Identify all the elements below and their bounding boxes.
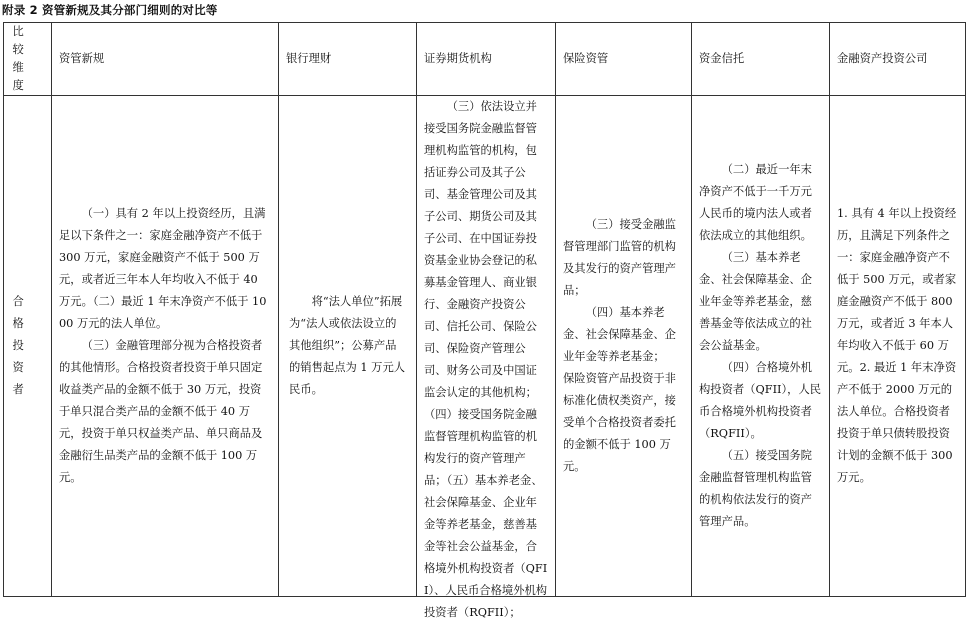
cell-paragraph: （二）最近一年末净资产不低于一千万元人民币的境内法人或者依法成立的其他组织。 (699, 163, 812, 242)
cell-paragraph: （四）基本养老金、社会保障基金、企业年金等养老基金； (563, 306, 676, 363)
cell-paragraph: （四）合格境外机构投资者（QFII），人民币合格境外机构投资者（RQFII）。 (699, 361, 822, 440)
header-bank-wealth-mgmt: 银行理财 (279, 23, 417, 96)
cell-paragraph: （三）接受金融监督管理部门监管的机构及其发行的资产管理产品； (563, 218, 676, 297)
cell-securities-futures (417, 96, 556, 619)
comparison-table (3, 22, 966, 619)
document-caption: 附录 2 资管新规及其分部门细则的对比等 (2, 3, 218, 17)
cell-fund-trust (692, 96, 830, 597)
row-label-qualified-investor: 合 格 投 资 者 (4, 96, 52, 597)
cell-paragraph: （五）接受国务院金融监督管理机构监管的机构依法发行的资产管理产品。 (699, 449, 812, 528)
header-financial-asset-investment: 金融资产投资公司 (830, 23, 966, 96)
cell-paragraph: （一）具有 2 年以上投资经历，且满足以下条件之一：家庭金融净资产不低于 300 万元，家庭金融资产不低于 500 万元，或者近三年本人年均收入不低于 40 万元。（二）最近 1 年末净资产不低于 1000 万元的法人单位。 (59, 207, 267, 330)
table-header-row (4, 23, 966, 96)
cell-paragraph: （三）依法设立并接受国务院金融监督管理机构监管的机构，包括证券公司及其子公司、基金管理公司及其子公司、期货公司及其子公司、在中国证券投资基金业协会登记的私募基金管理人、商业银行、金融资产投资公司、信托公司、保险公司、保险资产管理公司、财务公司及中国证监会认定的其他机构；（四）接受国务院金融监督管理机构监管的机构发行的资产管理产品；（五）基本养老金、社会保障基金、企业年金等养老基金，慈善基金等社会公益基金，合格境外机构投资者（QFII）、人民币合格境外机构投资者（RQFII）； (424, 100, 548, 619)
header-securities-futures: 证券期货机构 (417, 23, 556, 96)
cell-insurance-asset-mgmt (556, 96, 692, 597)
cell-bank-wealth-mgmt (279, 96, 417, 597)
cell-paragraph: 1. 具有 4 年以上投资经历，且满足下列条件之一：家庭金融净资产不低于 500 万元，或者家庭金融资产不低于 800 万元，或者近 3 年本人年均收入不低于 60 万元。2. 最近 1 年末净资产不低于 2000 万元的法人单位。合格投资者投资于单只债转股投资计划的金额不低于 300 万元。 (837, 207, 957, 484)
header-asset-mgmt-rules: 资管新规 (52, 23, 279, 96)
table-row-qualified-investor (4, 96, 966, 597)
cell-asset-mgmt-rules (52, 96, 279, 597)
cell-paragraph: 保险资管产品投资于非标准化债权类资产，接受单个合格投资者委托的金额不低于 100 万元。 (563, 372, 676, 473)
header-insurance-asset-mgmt: 保险资管 (556, 23, 692, 96)
cell-paragraph: （三）基本养老金、社会保障基金、企业年金等养老基金，慈善基金等依法成立的社会公益基金。 (699, 251, 812, 352)
cell-financial-asset-investment (830, 96, 966, 597)
header-dimension: 比 较 维度 (4, 23, 52, 96)
cell-paragraph: 将“法人单位”拓展为“法人或依法设立的其他组织”；公募产品的销售起点为 1 万元人民币。 (289, 295, 406, 396)
cell-paragraph: （三）金融管理部分视为合格投资者的其他情形。合格投资者投资于单只固定收益类产品的金额不低于 30 万元，投资于单只混合类产品的金额不低于 40 万元，投资于单只权益类产品、单只商品及金融衍生品类产品的金额不低于 100 万元。 (59, 339, 263, 484)
header-fund-trust: 资金信托 (692, 23, 830, 96)
